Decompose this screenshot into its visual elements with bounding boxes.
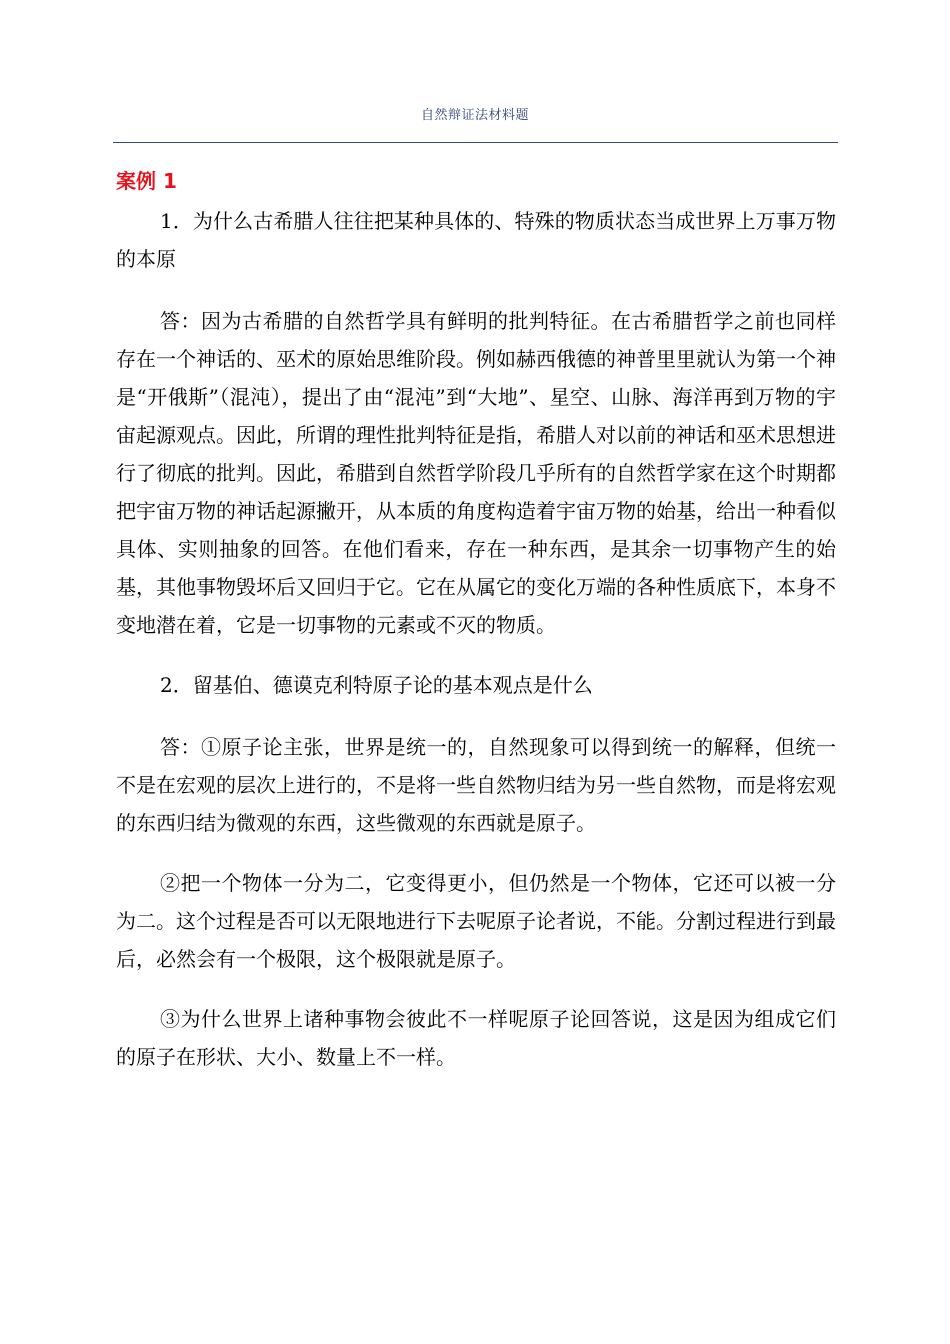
answer-1: 答：因为古希腊的自然哲学具有鲜明的批判特征。在古希腊哲学之前也同样存在一个神话的、巫术的原始思维阶段。例如赫西俄德的神普里里就认为第一个神是“开俄斯”（混沌），提出了由“混沌”到“大地”、星空、山脉、海洋再到万物的宇宙起源观点。因此，所谓的理性批判特征是指，希腊人对以前的神话和巫术思想进行了彻底的批判。因此，希腊到自然哲学阶段几乎所有的自然哲学家在这个时期都把宇宙万物的神话起源撇开，从本质的角度构造着宇宙万物的始基，给出一种看似具体、实则抽象的回答。在他们看来，存在一种东西，是其余一切事物产生的始基，其他事物毁坏后又回归于它。它在从属它的变化万端的各种性质底下，本身不变地潜在着，它是一切事物的元素或不灭的物质。	[116, 309, 836, 637]
case-title: 案例 1	[116, 169, 177, 193]
header-divider	[113, 142, 838, 143]
question-1: 1．为什么古希腊人往往把某种具体的、特殊的物质状态当成世界上万事万物的本原	[116, 209, 836, 271]
document-body	[116, 166, 836, 1098]
question-2: 2．留基伯、德谟克利特原子论的基本观点是什么	[160, 673, 593, 697]
answer-2-point-2: ②把一个物体一分为二，它变得更小，但仍然是一个物体，它还可以被一分为二。这个过程是否可以无限地进行下去呢原子论者说，不能。分割过程进行到最后，必然会有一个极限，这个极限就是原子。	[116, 871, 836, 971]
answer-2-point-1: 答：①原子论主张，世界是统一的，自然现象可以得到统一的解释，但统一不是在宏观的层次上进行的，不是将一些自然物归结为另一些自然物，而是将宏观的东西归结为微观的东西，这些微观的东西就是原子。	[116, 735, 836, 835]
page-header-title: 自然辩证法材料题	[420, 108, 529, 123]
answer-2-point-3: ③为什么世界上诸种事物会彼此不一样呢原子论回答说，这是因为组成它们的原子在形状、大小、数量上不一样。	[116, 1007, 836, 1069]
